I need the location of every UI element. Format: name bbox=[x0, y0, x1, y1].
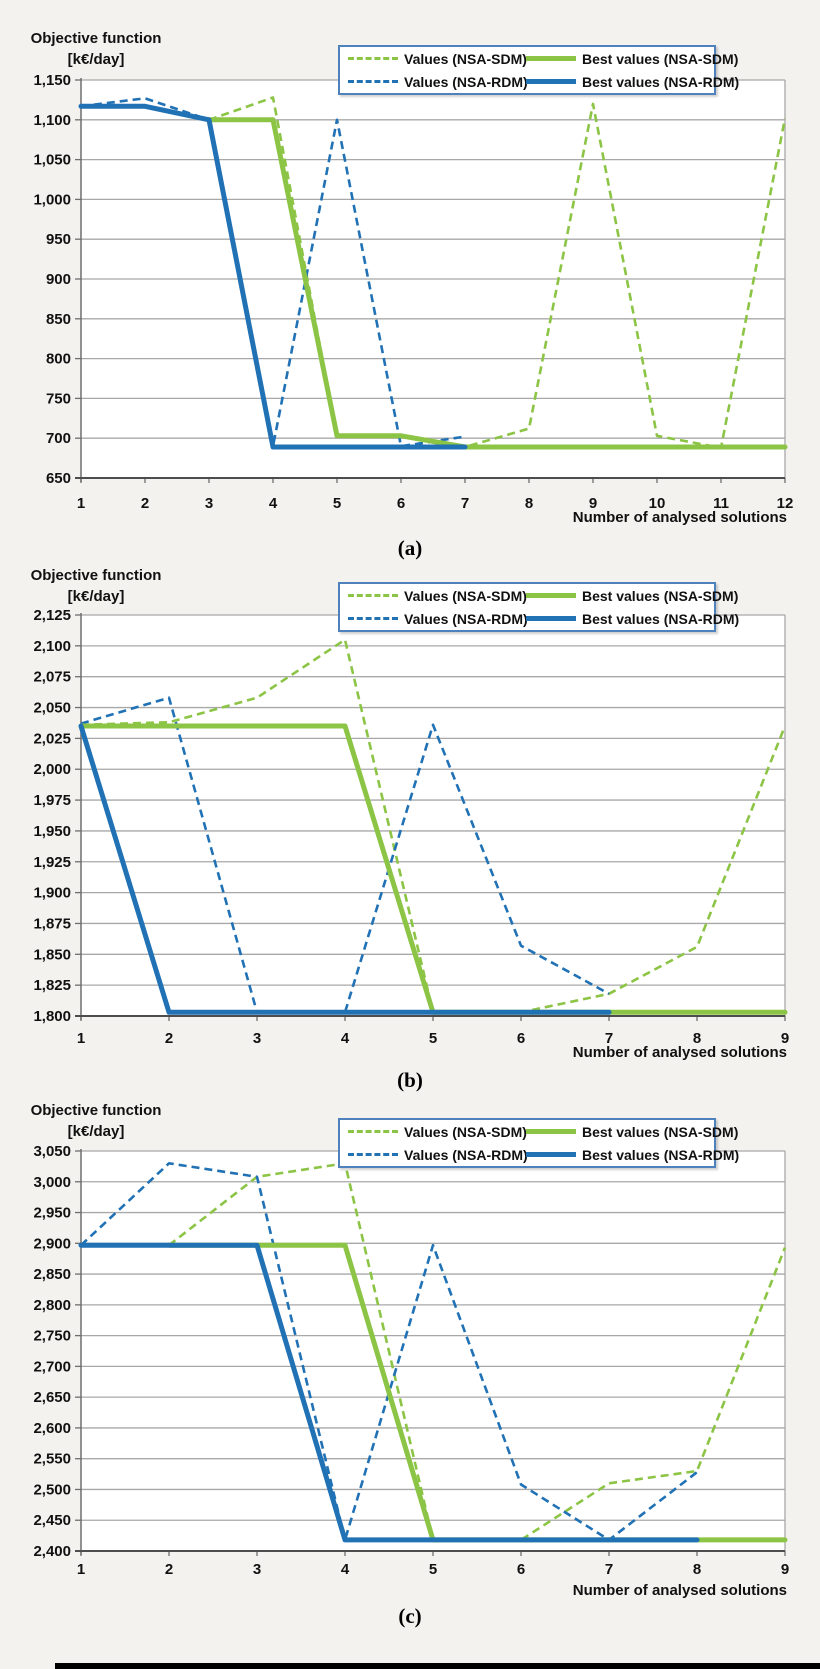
x-tick-label: 7 bbox=[460, 495, 470, 512]
chart-a-caption: (a) bbox=[397, 536, 423, 560]
y-tick-label: 1,150 bbox=[33, 72, 71, 89]
x-tick-label: 8 bbox=[524, 495, 534, 512]
solid-blue-line-swatch bbox=[526, 1152, 576, 1157]
chart-b bbox=[33, 607, 789, 1047]
chart-a-x-axis-title: Number of analysed solutions bbox=[572, 509, 787, 526]
legend-entry-values-nsa-rdm bbox=[344, 610, 528, 627]
legend-label: Best values (NSA-SDM) bbox=[582, 587, 739, 604]
dashed-green-line-swatch bbox=[348, 594, 398, 597]
x-tick-label: 2 bbox=[164, 1030, 174, 1047]
y-tick-label: 2,550 bbox=[33, 1450, 71, 1468]
x-tick-label: 12 bbox=[776, 495, 794, 512]
x-tick-label: 2 bbox=[164, 1561, 174, 1578]
x-tick-label: 1 bbox=[76, 1561, 86, 1578]
x-tick-label: 11 bbox=[713, 495, 729, 512]
y-tick-label: 2,450 bbox=[33, 1512, 71, 1530]
y-tick-label: 1,050 bbox=[33, 151, 71, 169]
legend-label: Values (NSA-RDM) bbox=[404, 1146, 528, 1163]
solid-blue-line-swatch bbox=[526, 79, 576, 84]
y-tick-label: 2,650 bbox=[33, 1389, 71, 1407]
x-tick-label: 5 bbox=[332, 495, 342, 512]
y-tick-label: 1,825 bbox=[33, 977, 71, 995]
dashed-green-line-swatch bbox=[348, 57, 398, 60]
chart-b-y-axis-title-line2: [k€/day] bbox=[67, 588, 125, 605]
y-tick-label: 1,000 bbox=[33, 191, 71, 209]
x-tick-label: 7 bbox=[604, 1030, 614, 1047]
chart-c-legend bbox=[338, 1118, 740, 1168]
y-tick-label: 1,100 bbox=[33, 111, 71, 129]
y-tick-label: 750 bbox=[45, 390, 71, 408]
y-tick-label: 2,950 bbox=[33, 1204, 71, 1222]
x-tick-label: 1 bbox=[76, 1030, 86, 1047]
legend-entry-values-nsa-sdm bbox=[344, 50, 527, 67]
y-tick-label: 1,850 bbox=[33, 946, 71, 964]
y-tick-label: 1,800 bbox=[33, 1008, 71, 1025]
y-tick-label: 1,925 bbox=[33, 853, 71, 871]
dashed-green-line-swatch bbox=[348, 1130, 398, 1133]
y-tick-label: 1,875 bbox=[33, 915, 71, 933]
y-tick-label: 2,125 bbox=[33, 607, 71, 624]
y-tick-label: 1,975 bbox=[33, 792, 71, 810]
y-tick-label: 2,900 bbox=[33, 1235, 71, 1253]
x-tick-label: 8 bbox=[692, 1561, 702, 1578]
legend-entry-values-nsa-sdm bbox=[344, 1123, 527, 1140]
legend-entry-best-values-nsa-rdm bbox=[522, 74, 739, 90]
x-tick-label: 5 bbox=[428, 1030, 438, 1047]
y-tick-label: 2,100 bbox=[33, 637, 71, 655]
legend-entry-best-values-nsa-rdm bbox=[522, 611, 739, 627]
chart-c-caption: (c) bbox=[398, 1604, 422, 1628]
legend-label: Values (NSA-RDM) bbox=[404, 73, 528, 90]
y-tick-label: 2,400 bbox=[33, 1543, 71, 1560]
chart-c-y-axis-title-line1: Objective function bbox=[30, 1102, 162, 1119]
x-tick-label: 4 bbox=[340, 1561, 350, 1578]
x-tick-label: 1 bbox=[76, 495, 86, 512]
x-tick-label: 6 bbox=[516, 1561, 526, 1578]
chart-b-y-axis-title-line1: Objective function bbox=[30, 567, 162, 584]
chart-b-caption: (b) bbox=[397, 1068, 423, 1092]
chart-c bbox=[33, 1143, 789, 1578]
legend-entry-values-nsa-sdm bbox=[344, 587, 527, 604]
y-tick-label: 2,500 bbox=[33, 1481, 71, 1499]
chart-a-y-axis-title-line2: [k€/day] bbox=[67, 51, 125, 68]
legend-label: Values (NSA-SDM) bbox=[404, 587, 527, 604]
y-tick-label: 2,075 bbox=[33, 668, 71, 686]
chart-b-legend bbox=[338, 582, 740, 632]
x-tick-label: 6 bbox=[396, 495, 406, 512]
legend-entry-best-values-nsa-sdm bbox=[522, 1124, 739, 1140]
y-tick-label: 800 bbox=[45, 350, 71, 368]
y-tick-label: 2,600 bbox=[33, 1419, 71, 1437]
chart-b-x-axis-title: Number of analysed solutions bbox=[572, 1044, 787, 1061]
chart-a-legend bbox=[338, 45, 740, 95]
dashed-blue-line-swatch bbox=[348, 1153, 398, 1156]
y-tick-label: 2,800 bbox=[33, 1296, 71, 1314]
solid-green-line-swatch bbox=[526, 593, 576, 598]
solid-green-line-swatch bbox=[526, 1129, 576, 1134]
legend-label: Best values (NSA-RDM) bbox=[582, 73, 740, 90]
y-tick-label: 2,050 bbox=[33, 699, 71, 717]
y-tick-label: 3,050 bbox=[33, 1143, 71, 1160]
y-tick-label: 900 bbox=[45, 271, 71, 288]
y-tick-label: 1,950 bbox=[33, 822, 71, 840]
y-tick-label: 2,850 bbox=[33, 1266, 71, 1284]
legend-label: Values (NSA-SDM) bbox=[404, 50, 527, 67]
page-bottom-rule bbox=[55, 1663, 820, 1669]
legend-entry-values-nsa-rdm bbox=[344, 73, 528, 90]
x-tick-label: 9 bbox=[780, 1561, 790, 1578]
plot-area bbox=[81, 1151, 785, 1551]
x-tick-label: 6 bbox=[516, 1030, 526, 1047]
x-tick-label: 2 bbox=[140, 495, 150, 512]
y-tick-label: 850 bbox=[45, 310, 71, 328]
chart-a-y-axis-title-line1: Objective function bbox=[30, 30, 162, 47]
legend-label: Best values (NSA-SDM) bbox=[582, 1123, 739, 1140]
x-tick-label: 8 bbox=[692, 1030, 702, 1047]
solid-green-line-swatch bbox=[526, 56, 576, 61]
x-tick-label: 10 bbox=[648, 495, 666, 512]
y-tick-label: 3,000 bbox=[33, 1173, 71, 1191]
x-tick-label: 5 bbox=[428, 1561, 438, 1578]
x-tick-label: 3 bbox=[252, 1561, 262, 1578]
legend-entry-best-values-nsa-sdm bbox=[522, 51, 739, 67]
dashed-blue-line-swatch bbox=[348, 80, 398, 83]
legend-entry-best-values-nsa-sdm bbox=[522, 588, 739, 604]
y-tick-label: 950 bbox=[45, 231, 71, 249]
x-tick-label: 3 bbox=[204, 495, 214, 512]
y-tick-label: 650 bbox=[45, 470, 71, 487]
legend-label: Best values (NSA-RDM) bbox=[582, 610, 740, 627]
x-tick-label: 9 bbox=[588, 495, 598, 512]
legend-label: Values (NSA-RDM) bbox=[404, 610, 528, 627]
y-tick-label: 2,025 bbox=[33, 730, 71, 748]
y-tick-label: 700 bbox=[45, 430, 71, 448]
legend-label: Best values (NSA-SDM) bbox=[582, 50, 739, 67]
dashed-blue-line-swatch bbox=[348, 617, 398, 620]
y-tick-label: 2,700 bbox=[33, 1358, 71, 1376]
legend-label: Best values (NSA-RDM) bbox=[582, 1146, 740, 1163]
y-tick-label: 2,000 bbox=[33, 761, 71, 779]
x-tick-label: 4 bbox=[340, 1030, 350, 1047]
legend-entry-best-values-nsa-rdm bbox=[522, 1147, 739, 1163]
x-tick-label: 7 bbox=[604, 1561, 614, 1578]
x-tick-label: 9 bbox=[780, 1030, 790, 1047]
y-tick-label: 1,900 bbox=[33, 884, 71, 902]
legend-label: Values (NSA-SDM) bbox=[404, 1123, 527, 1140]
x-tick-label: 3 bbox=[252, 1030, 262, 1047]
legend-entry-values-nsa-rdm bbox=[344, 1146, 528, 1163]
chart-c-x-axis-title: Number of analysed solutions bbox=[572, 1582, 787, 1599]
x-tick-label: 4 bbox=[268, 495, 278, 512]
chart-a bbox=[33, 72, 793, 512]
chart-c-y-axis-title-line2: [k€/day] bbox=[67, 1123, 125, 1140]
solid-blue-line-swatch bbox=[526, 616, 576, 621]
y-tick-label: 2,750 bbox=[33, 1327, 71, 1345]
